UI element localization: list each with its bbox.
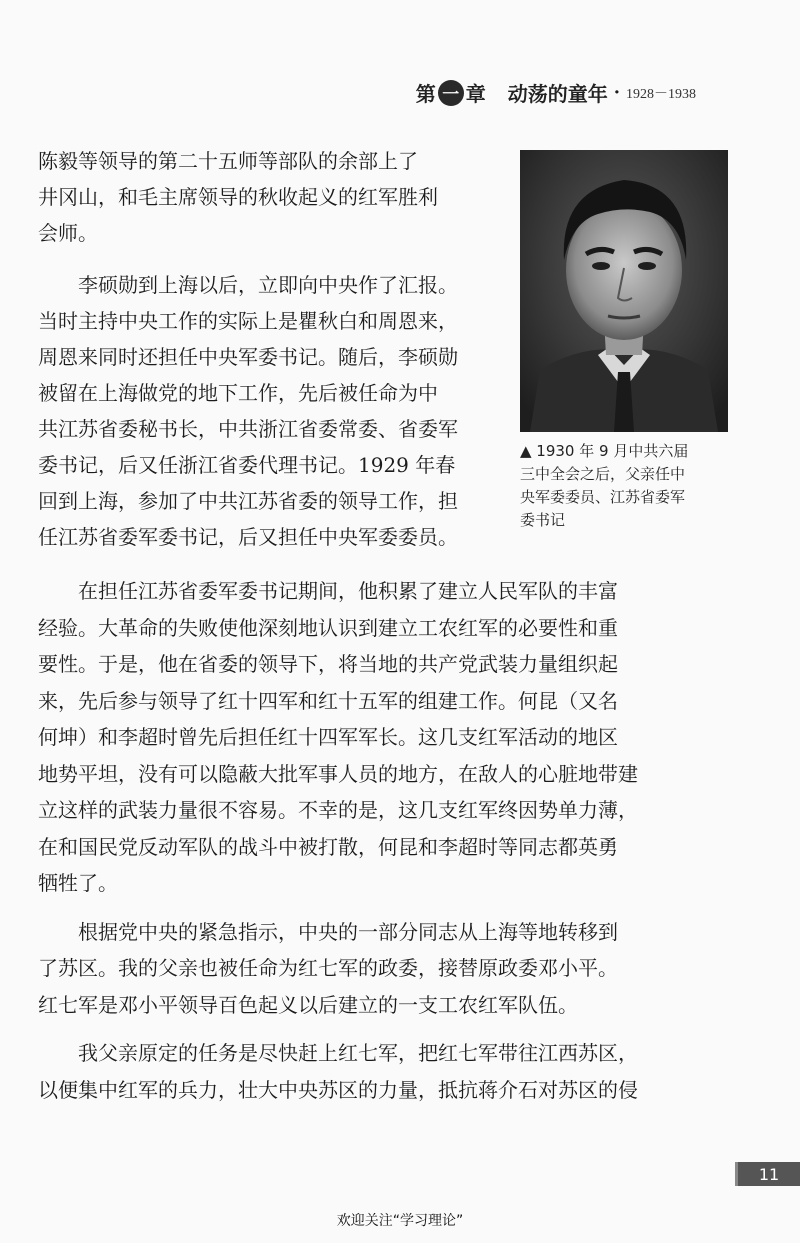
text-line: 红七军是邓小平领导百色起义以后建立的一支工农红军队伍。	[38, 992, 578, 1017]
text-line: 周恩来同时还担任中央军委书记。随后，李硕勋	[38, 345, 458, 369]
text-line: 当时主持中央工作的实际上是瞿秋白和周恩来，	[38, 309, 458, 333]
text-line: 在担任江苏省委军委书记期间，他积累了建立人民军队的丰富	[38, 579, 618, 603]
caption-line: 央军委委员、江苏省委军	[520, 488, 686, 506]
text-line: 要性。于是，他在省委的领导下，将当地的共产党武装力量组织起	[38, 652, 618, 676]
text-line: 何坤）和李超时曾先后担任红十四军军长。这几支红军活动的地区	[38, 725, 618, 749]
text-line: 李硕勋到上海以后，立即向中央作了汇报。	[38, 273, 458, 297]
caption-line: ▲ 1930 年 9 月中共六届	[520, 442, 689, 460]
caption-line: 委书记	[520, 511, 566, 529]
text-line: 了苏区。我的父亲也被任命为红七军的政委，接替原政委邓小平。	[38, 956, 618, 980]
text-line: 根据党中央的紧急指示，中央的一部分同志从上海等地转移到	[38, 919, 618, 944]
chapter-title: 动荡的童年	[507, 82, 608, 106]
text-line: 被留在上海做党的地下工作，先后被任命为中	[38, 381, 438, 405]
running-header	[416, 78, 696, 107]
text-line: 会师。	[38, 221, 98, 245]
portrait-illustration	[520, 150, 728, 432]
chapter-label	[416, 78, 486, 107]
text-line: 来，先后参与领导了红十四军和红十五军的组建工作。何昆（又名	[38, 688, 618, 713]
footer-note: 欢迎关注“学习理论”	[336, 1213, 464, 1229]
text-line: 我父亲原定的任务是尽快赶上红七军，把红七军带往江西苏区，	[38, 1041, 638, 1065]
text-line: 立这样的武装力量很不容易。不幸的是，这几支红军终因势单力薄，	[38, 798, 638, 822]
chapter-separator: ·	[613, 82, 620, 103]
chapter-number: 一	[438, 80, 464, 106]
text-line: 经验。大革命的失败使他深刻地认识到建立工农红军的必要性和重	[38, 615, 618, 640]
chapter-years: 1928－1938	[626, 86, 696, 102]
text-line: 地势平坦，没有可以隐蔽大批军事人员的地方，在敌人的心脏地带建	[38, 761, 638, 786]
text-line: 共江苏省委秘书长，中共浙江省委常委、省委军	[38, 417, 458, 441]
chapter-suffix: 章	[465, 82, 486, 106]
photo-caption	[520, 440, 732, 532]
text-line: 在和国民党反动军队的战斗中被打散，何昆和李超时等同志都英勇	[38, 834, 618, 859]
text-line: 井冈山，和毛主席领导的秋收起义的红军胜利	[38, 185, 438, 209]
caption-line: 三中全会之后，父亲任中	[520, 465, 686, 483]
page-number: 11	[735, 1162, 800, 1186]
text-line: 以便集中红军的兵力，壮大中央苏区的力量，抵抗蒋介石对苏区的侵	[38, 1077, 638, 1102]
text-line: 牺牲了。	[38, 871, 118, 895]
text-line: 委书记，后又任浙江省委代理书记。1929 年春	[38, 453, 456, 477]
text-line: 陈毅等领导的第二十五师等部队的余部上了	[38, 149, 418, 173]
chapter-prefix: 第	[415, 82, 436, 106]
photo-figure	[520, 150, 732, 532]
text-line: 任江苏省委军委书记，后又担任中央军委委员。	[38, 525, 458, 549]
text-line: 回到上海，参加了中共江苏省委的领导工作，担	[38, 489, 458, 513]
portrait-photo	[520, 150, 728, 432]
